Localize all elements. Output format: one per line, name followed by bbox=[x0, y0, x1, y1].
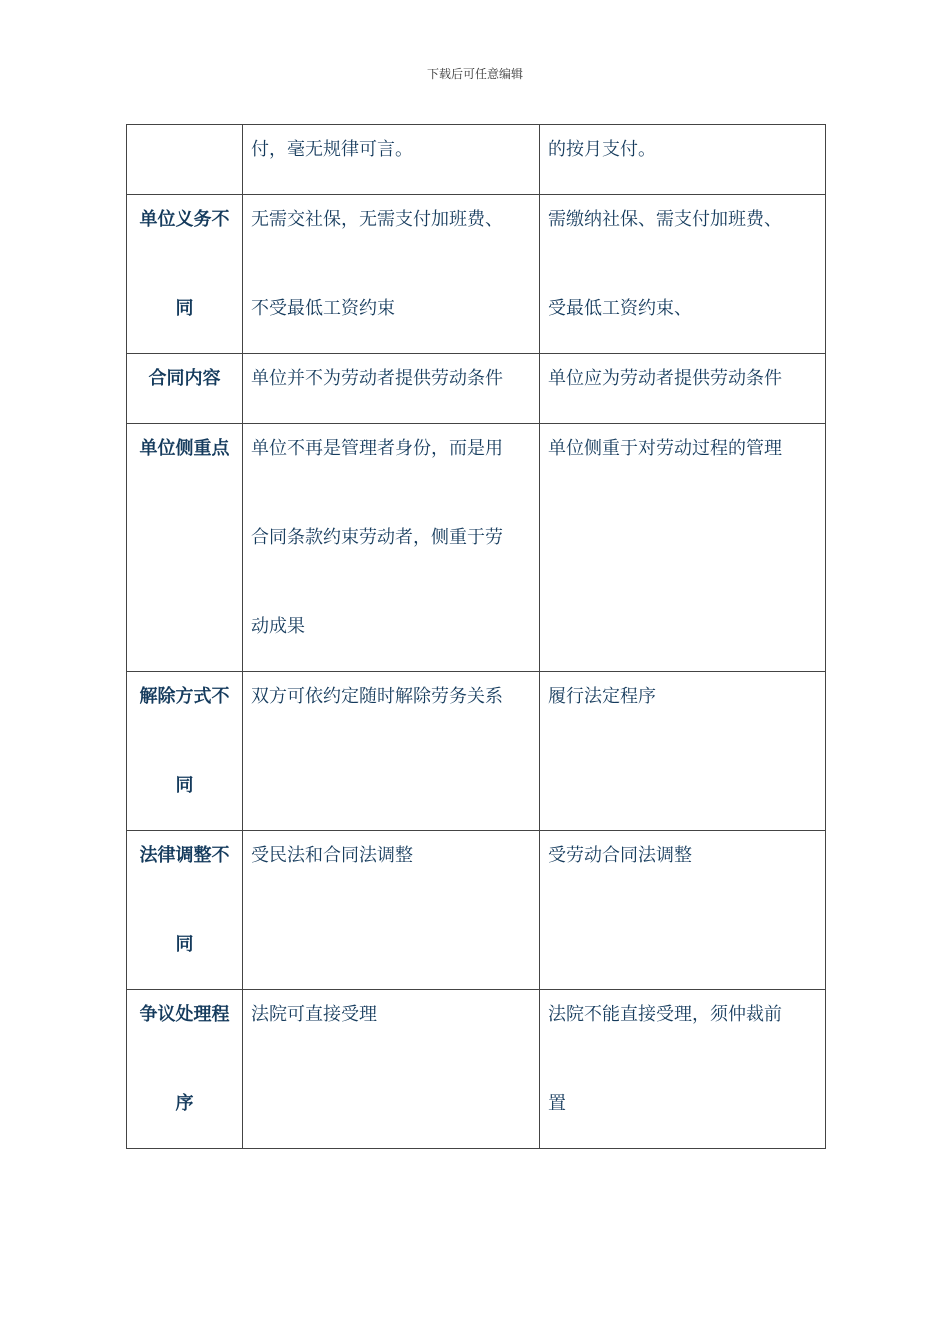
cell-text-line: 受最低工资约束、 bbox=[548, 298, 692, 319]
row-label-line: 单位义务不 bbox=[139, 209, 230, 230]
cell-text-line: 单位侧重于对劳动过程的管理 bbox=[548, 438, 782, 459]
labor-relation-cell bbox=[540, 424, 826, 672]
labor-service-cell bbox=[243, 424, 540, 672]
cell-text-line: 受劳动合同法调整 bbox=[548, 845, 692, 866]
cell-text-line: 需缴纳社保、需支付加班费、 bbox=[548, 209, 782, 230]
cell-text-line: 法院可直接受理 bbox=[251, 1004, 377, 1025]
labor-service-cell bbox=[243, 990, 540, 1149]
row-label-line: 同 bbox=[175, 298, 194, 319]
cell-text-line: 置 bbox=[548, 1093, 566, 1114]
row-label-line: 解除方式不 bbox=[139, 686, 230, 707]
cell-text-line: 双方可依约定随时解除劳务关系 bbox=[251, 686, 503, 707]
row-label-line: 同 bbox=[175, 775, 194, 796]
row-label-line: 同 bbox=[175, 934, 194, 955]
cell-text-line: 履行法定程序 bbox=[548, 686, 656, 707]
row-label-line: 单位侧重点 bbox=[139, 438, 230, 459]
page-header: 下载后可任意编辑 bbox=[426, 67, 523, 81]
comparison-table bbox=[126, 124, 826, 1149]
cell-text-line: 单位应为劳动者提供劳动条件 bbox=[548, 368, 782, 389]
cell-text-line: 单位并不为劳动者提供劳动条件 bbox=[251, 368, 503, 389]
row-label-cell bbox=[127, 990, 243, 1149]
labor-relation-cell bbox=[540, 990, 826, 1149]
row-label-line: 法律调整不 bbox=[139, 845, 230, 866]
table-row bbox=[127, 990, 826, 1149]
cell-text-line: 受民法和合同法调整 bbox=[251, 845, 413, 866]
row-label-line: 合同内容 bbox=[148, 368, 221, 389]
cell-text-line: 无需交社保，无需支付加班费、 bbox=[251, 209, 503, 230]
cell-text-line: 合同条款约束劳动者，侧重于劳 bbox=[251, 527, 503, 548]
row-label-line: 序 bbox=[175, 1093, 194, 1114]
cell-text-line: 不受最低工资约束 bbox=[251, 298, 395, 319]
row-label-cell bbox=[127, 424, 243, 672]
cell-text-line: 单位不再是管理者身份，而是用 bbox=[251, 438, 503, 459]
cell-text-line: 动成果 bbox=[251, 616, 305, 637]
cell-text-line: 付，毫无规律可言。 bbox=[251, 139, 413, 160]
row-label-line: 争议处理程 bbox=[139, 1004, 230, 1025]
cell-text-line: 的按月支付。 bbox=[548, 139, 656, 160]
cell-text-line: 法院不能直接受理，须仲裁前 bbox=[548, 1004, 782, 1025]
table-row bbox=[127, 424, 826, 672]
